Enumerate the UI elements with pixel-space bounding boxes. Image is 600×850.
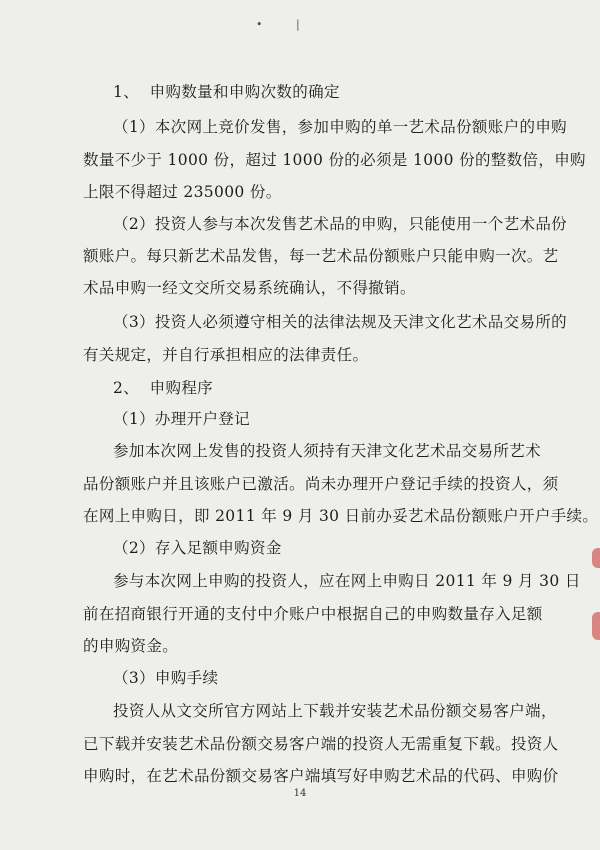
paragraph-line: 额账户。每只新艺术品发售，每一艺术品份额账户只能申购一次。艺 [83,247,559,265]
section-heading: 2、 申购程序 [113,379,214,397]
paragraph-line: （3）投资人必须遵守相关的法律法规及天津文化艺术品交易所的 [113,313,568,331]
paragraph-line: 前在招商银行开通的支付中介账户中根据自己的申购数量存入足额 [83,605,543,623]
scan-mark: | [296,18,300,31]
paragraph-line: （2）投资人参与本次发售艺术品的申购，只能使用一个艺术品份 [113,215,568,233]
subsection-heading: （2）存入足额申购资金 [113,539,282,557]
paragraph-line: 品份额账户并且该账户已激活。尚未办理开户登记手续的投资人，须 [83,475,559,493]
paragraph-line: 已下载并安装艺术品份额交易客户端的投资人无需重复下载。投资人 [83,735,559,753]
paragraph-line: 上限不得超过 235000 份。 [83,183,282,201]
paragraph-line: 参与本次网上申购的投资人，应在网上申购日 2011 年 9 月 30 日 [113,572,581,590]
paragraph-line: 申购时，在艺术品份额交易客户端填写好申购艺术品的代码、申购价 [83,767,559,785]
paragraph-line: 数量不少于 1000 份，超过 1000 份的必须是 1000 份的整数倍，申购 [83,151,586,169]
paragraph-line: 的申购资金。 [83,637,179,655]
paragraph-line: （1）本次网上竞价发售，参加申购的单一艺术品份额账户的申购 [113,118,568,136]
page-number: 14 [293,788,307,799]
paragraph-line: 术品申购一经文交所交易系统确认，不得撤销。 [83,279,416,297]
stamp-edge [592,612,600,640]
stamp-edge [592,548,600,568]
paragraph-line: 在网上申购日，即 2011 年 9 月 30 日前办妥艺术品份额账户开户手续。 [83,507,599,525]
section-heading: 1、 申购数量和申购次数的确定 [113,83,340,101]
paragraph-line: 参加本次网上发售的投资人须持有天津文化艺术品交易所艺术 [113,442,541,460]
scan-mark: • [256,18,263,31]
paragraph-line: 有关规定，并自行承担相应的法律责任。 [83,346,369,364]
subsection-heading: （3）申购手续 [113,669,219,687]
subsection-heading: （1）办理开户登记 [113,410,251,428]
paragraph-line: 投资人从文交所官方网站上下载并安装艺术品份额交易客户端， [113,702,557,720]
